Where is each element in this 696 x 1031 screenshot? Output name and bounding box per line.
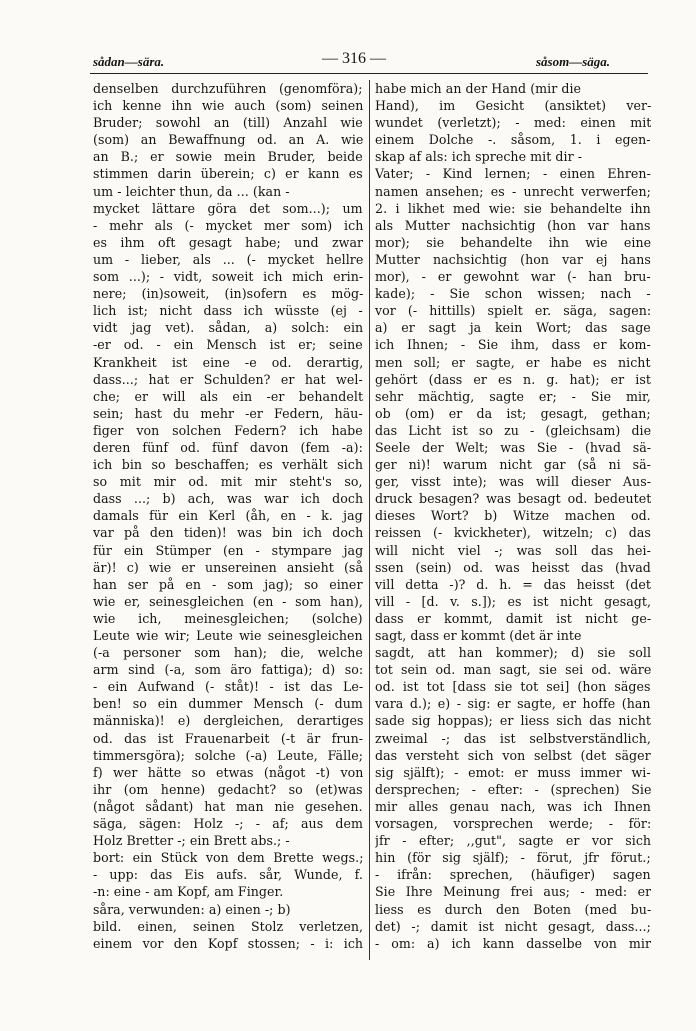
text-line: das Licht ist so zu - (gleichsam) die (375, 422, 651, 438)
left-column (93, 80, 363, 952)
text-line: od. ist tot [dass sie tot sei] (hon säges (375, 679, 651, 695)
text-line: det) -; damit ist nicht gesagt, dass...; (375, 918, 651, 934)
text-line: deren fünf od. fünf davon (fem -a): (93, 439, 363, 455)
text-line: säga, sägen: Holz -; - af; aus dem (93, 816, 363, 832)
text-line: Mutter nachsichtig (hon var ej hans (375, 251, 651, 267)
text-line: sein; hast du mehr -er Federn, häu- (93, 405, 363, 421)
text-line: zweimal -; das ist selbstverständlich, (375, 730, 651, 746)
text-line: dass ...; b) ach, was war ich doch (93, 491, 363, 507)
text-line: einem Dolche -. såsom, 1. i egen- (375, 132, 651, 148)
text-line: kade); - Sie schon wissen; nach - (375, 286, 651, 302)
text-line: namen ansehen; es - unrecht verwerfen; (375, 183, 651, 199)
text-line: - ein Aufwand (- ståt)! - ist das Le- (93, 679, 363, 695)
text-line: Bruder; sowohl an (till) Anzahl wie (93, 115, 363, 131)
text-line: figer von solchen Federn? ich habe (93, 422, 363, 438)
text-line: für ein Stümper (en - stympare jag (93, 542, 363, 558)
text-line: ger, visst inte); was will dieser Aus- (375, 474, 651, 490)
text-line: han ser på en - som jag); so einer (93, 576, 363, 592)
text-line: druck besagen? was besagt od. bedeutet (375, 491, 651, 507)
text-line: lich ist; nicht dass ich wüsste (ej - (93, 303, 363, 319)
running-head-right: såsom—säga. (536, 54, 611, 69)
text-line: a) er sagt ja kein Wort; das sage (375, 320, 651, 336)
text-line: Vater; - Kind lernen; - einen Ehren- (375, 166, 651, 182)
text-line: - om: a) ich kann dasselbe von mir (375, 935, 651, 951)
text-line: vidt jag vet). sådan, a) solch: ein (93, 320, 363, 336)
text-line: (-a personer som han); die, welche (93, 645, 363, 661)
text-line: als Mutter nachsichtig (hon var hans (375, 217, 651, 233)
text-line: ich bin so beschaffen; es verhält sich (93, 457, 363, 473)
text-line: timmersgöra); solche (-a) Leute, Fälle; (93, 747, 363, 763)
text-line: habe mich an der Hand (mir die (375, 81, 582, 96)
right-column (375, 80, 651, 952)
text-line: so mit mir od. mit mir steht's so, (93, 474, 363, 490)
text-line: jfr - efter; ,,gut", sagte er vor sich (375, 833, 651, 849)
text-line: -n: eine - am Kopf, am Finger. (93, 884, 284, 900)
text-line: sig själft); - emot: er muss immer wi- (375, 764, 651, 780)
text-line: - upp: das Eis aufs. sår, Wunde, f. (93, 867, 363, 883)
text-line: - mehr als (- mycket mer som) ich (93, 217, 363, 233)
text-line: stimmen darin überein; c) er kann es (93, 166, 363, 182)
text-line: ich kenne ihn wie auch (som) seinen (93, 98, 363, 114)
text-line: Seele der Welt; was Sie - (hvad sä- (375, 439, 651, 455)
text-line: (något sådant) hat man nie gesehen. (93, 798, 363, 814)
text-line: men soll; er sagte, er habe es nicht (375, 354, 651, 370)
text-line: od. das ist Frauenarbeit (-t är frun- (93, 730, 363, 746)
text-line: sade sig hoppas); er liess sich das nicht (375, 713, 651, 729)
text-line: dass er kommt, damit ist nicht ge- (375, 610, 651, 626)
text-line: vara d.); e) - sig: er sagte, er hoffe (han (375, 696, 651, 712)
text-line: reissen (- kvickheter), witzeln; c) das (375, 525, 651, 541)
text-line: ob (om) er da ist; gesagt, gethan; (375, 405, 651, 421)
text-line: mir alles genau nach, was ich Ihnen (375, 798, 651, 814)
text-line: liess es durch den Boten (med bu- (375, 901, 651, 917)
text-line: såra, verwunden: a) einen -; b) (93, 901, 291, 917)
text-line: bort: ein Stück von dem Brette wegs.; (93, 850, 363, 866)
text-line: bild. einen, seinen Stolz verletzen, (93, 918, 363, 934)
text-line: Hand), im Gesicht (ansiktet) ver- (375, 98, 651, 114)
text-line: 2. i likhet med wie: sie behandelte ihn (375, 200, 651, 216)
text-line: tot sein od. man sagt, sie sei od. wäre (375, 662, 651, 678)
text-line: Leute wie wir; Leute wie seinesgleichen (93, 628, 363, 643)
text-line: hin (för sig själf); - förut, jfr förut.; (375, 850, 651, 866)
text-line: mor), - er gewohnt war (- han bru- (375, 269, 651, 285)
text-line: vor (- hittills) spielt er. säga, sagen: (375, 303, 651, 319)
text-line: f) wer hätte so etwas (något -t) von (93, 764, 363, 780)
text-line: skap af als: ich spreche mit dir - (375, 149, 582, 165)
header-rule (90, 73, 648, 74)
text-line: mycket lättare göra det som...); um (93, 200, 363, 216)
text-line: denselben durchzuführen (genomföra); (93, 81, 363, 96)
running-head-left: sådan—sära. (93, 54, 165, 69)
text-line: Sie Ihre Meinung frei aus; - med: er (375, 884, 651, 900)
text-line: ger ni)! warum nicht gar (så ni sä- (375, 457, 651, 473)
text-line: ben! so ein dummer Mensch (- dum (93, 696, 363, 712)
text-line: Holz Bretter -; ein Brett abs.; - (93, 833, 290, 849)
text-line: människa)! e) dergleichen, derartiges (93, 713, 363, 729)
text-line: will nicht viel -; was soll das hei- (375, 542, 651, 558)
text-line: dass...; hat er Schulden? er hat wel- (93, 371, 363, 387)
text-line: (som) an Bewaffnung od. an A. wie (93, 132, 363, 148)
text-line: ihr (om henne) gedacht? so (et)was (93, 781, 363, 797)
text-line: um - leichter thun, da ... (kan - (93, 183, 290, 199)
text-line: vill detta -)? d. h. = das heisst (det (375, 576, 651, 592)
text-line: es ihm oft gesagt habe; und zwar (93, 234, 363, 250)
text-line: gehört (dass er es n. g. hat); er ist (375, 371, 651, 387)
text-line: an B.; er sowie mein Bruder, beide (93, 149, 363, 165)
text-line: - ifrån: sprechen, (häufiger) sagen (375, 867, 651, 883)
text-line: wundet (verletzt); - med: einen mit (375, 115, 651, 131)
text-line: sagt, dass er kommt (det är inte (375, 628, 582, 643)
text-line: är)! c) wie er unsereinen ansieht (så (93, 559, 363, 575)
column-divider (369, 80, 370, 960)
text-line: ich Ihnen; - Sie ihm, dass er kom- (375, 337, 651, 353)
text-line: damals für ein Kerl (åh, en - k. jag (93, 508, 363, 524)
text-line: Krankheit ist eine -e od. derartig, (93, 354, 363, 370)
text-line: mor); sie behandelte ihn wie eine (375, 234, 651, 250)
text-line: che; er will als ein -er behandelt (93, 388, 363, 404)
text-line: ssen (sein) od. was heisst das (hvad (375, 559, 651, 575)
text-line: var på den tiden)! was bin ich doch (93, 525, 363, 541)
text-line: sehr mächtig, sagte er; - Sie mir, (375, 388, 651, 404)
text-line: -er od. - ein Mensch ist er; seine (93, 337, 363, 353)
text-line: som ...); - vidt, soweit ich mich erin- (93, 269, 363, 285)
text-line: wie ich, meinesgleichen; (solche) (93, 610, 363, 626)
text-line: arm sind (-a, som äro fattiga); d) so: (93, 662, 363, 678)
page-number: — 316 — (322, 50, 386, 67)
text-line: das versteht sich von selbst (det säger (375, 747, 651, 763)
text-line: nere; (in)soweit, (in)sofern es mög- (93, 286, 363, 302)
text-line: vill - [d. v. s.]); es ist nicht gesagt, (375, 593, 651, 609)
text-line: um - lieber, als ... (- mycket hellre (93, 251, 363, 267)
text-line: dersprechen; - efter: - (sprechen) Sie (375, 781, 651, 797)
text-line: vorsagen, vorsprechen werde; - för: (375, 816, 651, 832)
text-line: sagdt, att han kommer); d) sie soll (375, 645, 651, 661)
text-line: einem vor den Kopf stossen; - i: ich (93, 935, 363, 951)
text-line: wie er, seinesgleichen (en - som han), (93, 593, 363, 609)
text-line: dieses Wort? b) Witze machen od. (375, 508, 651, 524)
